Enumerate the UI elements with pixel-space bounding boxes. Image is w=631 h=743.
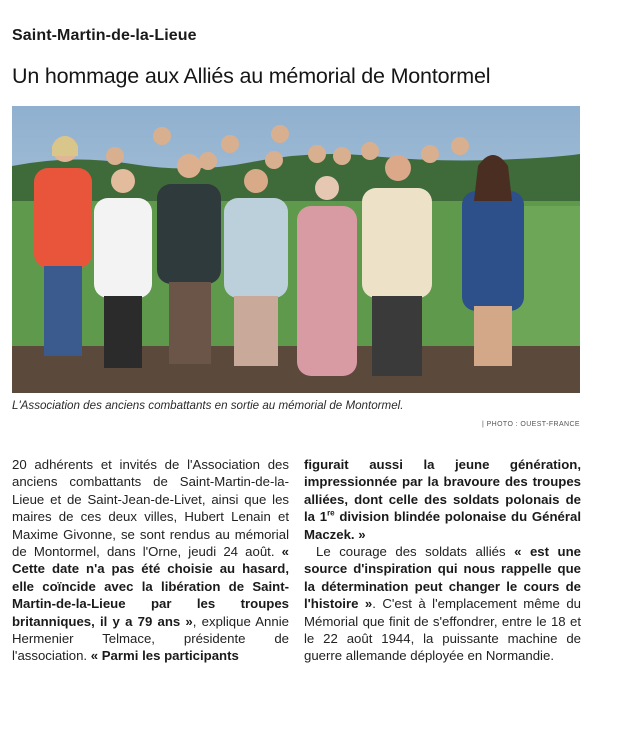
photo-caption: L'Association des anciens combattants en sortie au mémorial de Montormel.: [12, 399, 404, 412]
paragraph: [12, 456, 289, 665]
article-kicker: Saint-Martin-de-la-Lieue: [12, 27, 197, 44]
body-text: Le courage des soldats alliés: [316, 544, 515, 560]
paragraph: [304, 456, 581, 543]
paragraph: [304, 543, 581, 665]
body-text: 20 adhérents et invités de l'Association des anciens combattants de Saint-Martin-de-la-Lieue et de Saint-Jean-de-Livet, ainsi que les maires de ces deux villes, Hubert Lenain et Maxime Givonne, se sont rendus au mémorial de Montormel, dans l'Orne, jeudi 24 août.: [12, 457, 289, 560]
superscript: re: [327, 508, 335, 518]
article-photo: [12, 106, 580, 393]
quote-text: « est une source d'inspiration qui nous rappelle que la détermination peut changer le cours de l'histoire »: [304, 544, 581, 612]
article-body-right-column: [304, 456, 581, 665]
article-body-left-column: [12, 456, 289, 665]
quote-text: « Parmi les participants: [90, 648, 239, 664]
article-headline: Un hommage aux Alliés au mémorial de Montormel: [12, 64, 491, 88]
quote-text: division blindée polonaise du Général Maczek. »: [304, 509, 581, 542]
quote-text: figurait aussi la jeune génération, impressionnée par la bravoure des troupes alliées, dont celle des soldats polonais de la 1: [304, 457, 581, 525]
quote-text: « Cette date n'a pas été choisie au hasard, elle coïncide avec la libération de Saint-Martin-de-la-Lieue par les troupes britanniques, il y a 79 ans »: [12, 544, 289, 629]
body-text: , explique Annie Hermenier Telmace, présidente de l'association.: [12, 613, 289, 664]
group-photo-icon: [12, 106, 580, 393]
photo-credit: | PHOTO : OUEST-FRANCE: [482, 421, 580, 428]
body-text: . C'est à l'emplacement même du Mémorial que finit de s'effondrer, entre le 18 et le 22 août 1944, la puissante machine de guerre allemande déployée en Normandie.: [304, 596, 581, 664]
